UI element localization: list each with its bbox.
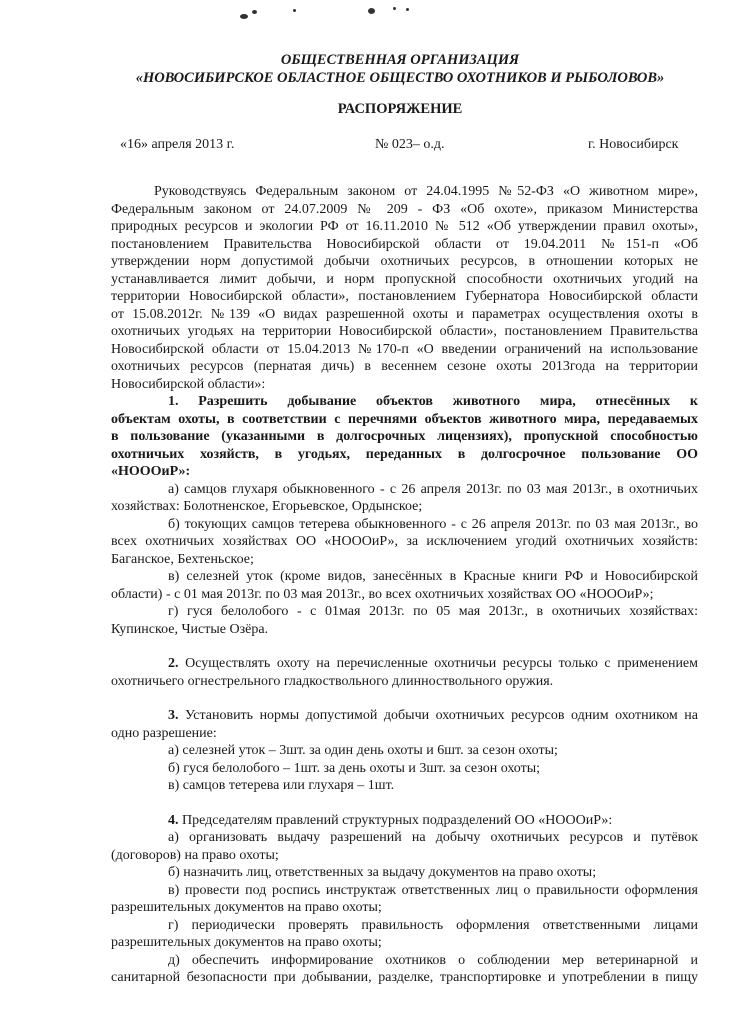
item-2-line [111, 655, 698, 673]
item-4 [111, 812, 698, 987]
preamble-line: от 15.08.2012г. №139 «О видах разрешенной охоты и параметрах осуществления охоты в [111, 306, 698, 322]
item-1-sub-b: всех охотничьих хозяйствах ОО «НОООиР», за исключением угодий охотничьих хозяйств: [111, 534, 698, 549]
preamble [111, 183, 698, 987]
preamble-line: территории Новосибирской области», постановлением Губернатора Новосибирской области [111, 289, 698, 304]
preamble-line: утверждении норм допустимой добычи охотничьих ресурсов, в отношении которых не [111, 254, 698, 269]
item-1 [111, 393, 698, 638]
item-1-sub-c: в) селезней уток (кроме видов, занесённых в Красные книги РФ и Новосибирской [168, 569, 698, 584]
document-city: г. Новосибирск [588, 137, 679, 152]
item-4-line: разрешительных документов на право охоты; [111, 935, 382, 950]
preamble-line: устанавливается лимит добычи, и норм пропускной способности охотничьих угодий на [111, 271, 698, 287]
preamble-line: Новосибирской области от 15.04.2013 №170-п «О введении ограничений на использование [111, 341, 698, 357]
item-4-line: (договоров) на право охоты; [111, 847, 279, 863]
item-1-line: объектам охоты, в соответствии с перечнями объектов животного мира, передаваемых [111, 411, 698, 427]
org-name-line2: «НОВОСИБИРСКОЕ ОБЛАСТНОЕ ОБЩЕСТВО ОХОТНИКОВ И РЫБОЛОВОВ» [135, 70, 665, 86]
preamble-line: Новосибирской области»: [111, 376, 266, 392]
preamble-line: природных ресурсов и экологии РФ от 16.11.2010 № 512 «Об утверждении правил охоты», [111, 219, 698, 234]
item-4-line: г) периодически проверять правильность оформления ответственными лицами [168, 917, 698, 933]
item-2 [111, 655, 698, 690]
preamble-line: охотничьих угодьях на территории Новосибирской области», постановлением Правительства [111, 324, 698, 339]
item-4-line: б) назначить лиц, ответственных за выдачу документов на право охоты; [168, 865, 597, 880]
item-4-line: разрешительных документов на право охоты; [111, 900, 382, 915]
preamble-line: Руководствуясь Федеральным законом от 24.04.1995 №52-ФЗ «О животном мире», [154, 184, 698, 199]
item-4-line: д) обеспечить информирование охотников о соблюдении мер ветеринарной и [168, 952, 698, 968]
item-1-line: в пользование (указанными в долгосрочных лицензиях), пропускной способностью [111, 429, 698, 444]
document-date: «16» апреля 2013 г. [120, 137, 235, 152]
scan-smudge [368, 8, 375, 14]
preamble-line: постановлением Правительства Новосибирской области от 19.04.2011 №151-п «Об [111, 236, 698, 252]
item-1-sub-a: а) самцов глухаря обыкновенного - с 26 апреля 2013г. по 03 мая 2013г., в охотничьих [168, 481, 698, 497]
org-name-line1: ОБЩЕСТВЕННАЯ ОРГАНИЗАЦИЯ [280, 52, 520, 68]
item-3-line: одно разрешение: [111, 725, 217, 741]
item-1-sub-d: Купинское, Чистые Озёра. [111, 621, 269, 637]
scan-smudge [406, 8, 409, 11]
item-1-line: 1. Разрешить добывание объектов животного мира, отнесённых к [168, 394, 698, 409]
item-1-line: «НОООиР»: [111, 464, 191, 479]
preamble-line: охотничьих ресурсов (пернатая дичь) в весеннем сезоне охоты 2013года на территории [111, 359, 698, 374]
item-3-text: Установить нормы допустимой добычи охотничьих ресурсов одним охотником на [185, 708, 698, 723]
scan-smudge [393, 7, 396, 10]
item-1-sub-b: Баганское, Бехтеньское; [111, 551, 254, 567]
scan-smudge [252, 10, 257, 14]
preamble-line: Федеральным законом от 24.07.2009 № 209 - ФЗ «Об охоте», приказом Министерства [111, 201, 698, 217]
document-title: РАСПОРЯЖЕНИЕ [337, 101, 463, 117]
scan-smudge [240, 14, 248, 19]
item-4-line: в) провести под роспись инструктаж ответственных лиц о правильности оформления [168, 882, 698, 898]
item-2-text: Осуществлять охоту на перечисленные охотничьи ресурсы только с применением [185, 656, 698, 671]
document-number: № 023– о.д. [375, 137, 445, 152]
item-1-line: охотничьих хозяйств, в угодьях, переданных в долгосрочное пользование ОО [111, 446, 698, 462]
item-2-line: охотничьего огнестрельного гладкоствольного длинноствольного оружия. [111, 673, 554, 689]
item-1-sub-c: области) - с 01 мая 2013г. по 03 мая 2013г., во всех охотничьих хозяйствах ОО «НОООиР»; [111, 586, 654, 602]
item-4-line: а) организовать выдачу разрешений на добычу охотничьих ресурсов и путёвок [168, 830, 698, 845]
item-4-lead-text: Председателям правлений структурных подразделений ОО «НОООиР»: [182, 812, 613, 828]
item-3-sub: в) самцов тетерева или глухаря – 1шт. [168, 778, 395, 793]
item-1-sub-a: хозяйствах: Болотненское, Егорьевское, Ордынское; [111, 499, 423, 514]
item-4-lead [111, 812, 698, 830]
item-3-line [111, 707, 698, 725]
item-3-sub: а) селезней уток – 3шт. за один день охоты и 6шт. за сезон охоты; [168, 743, 558, 758]
item-3-sub: б) гуся белолобого – 1шт. за день охоты и 3шт. за сезон охоты; [168, 760, 541, 776]
scan-smudge [293, 9, 296, 12]
item-4-line: санитарной безопасности при добывании, разделке, транспортировке и употреблении в пищу [111, 970, 698, 985]
item-1-sub-d: г) гуся белолобого - с 01мая 2013г. по 05 мая 2013г., в охотничьих хозяйствах: [168, 604, 698, 619]
item-3-number: 3. [168, 708, 179, 723]
item-3 [111, 707, 698, 795]
item-4-number: 4. [168, 812, 179, 828]
item-2-number: 2. [168, 656, 179, 671]
item-1-sub-b: б) токующих самцов тетерева обыкновенного - с 26 апреля 2013г. по 03 мая 2013г., во [168, 516, 698, 532]
